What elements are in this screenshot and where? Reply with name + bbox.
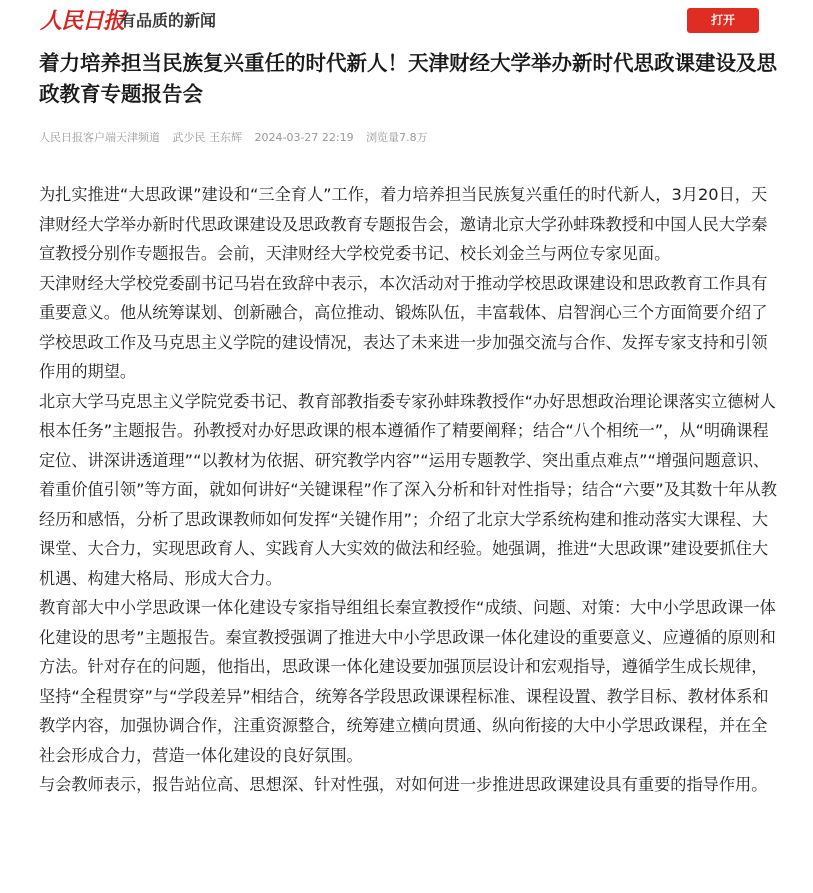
- article-meta: [39, 130, 437, 146]
- open-app-button[interactable]: 打开: [687, 8, 759, 33]
- article-title: 着力培养担当民族复兴重任的时代新人！天津财经大学举办新时代思政课建设及思政教育专题报告会: [39, 51, 777, 106]
- article-paragraph: 教育部大中小学思政课一体化建设专家指导组组长秦宣教授作“成绩、问题、对策：大中小学思政课一体化建设的思考”主题报告。秦宣教授强调了推进大中小学思政课一体化建设的重要意义、应遵循的原则和方法。针对存在的问题，他指出，思政课一体化建设要加强顶层设计和宏观指导，遵循学生成长规律，坚持“全程贯穿”与“学段差异”相结合，统筹各学段思政课课程标准、课程设置、教学目标、教材体系和教学内容，加强协调合作，注重资源整合，统筹建立横向贯通、纵向衔接的大中小学思政课程，并在全社会形成合力，营造一体化建设的良好氛围。: [39, 598, 776, 765]
- article-body: [39, 180, 777, 800]
- article-views: 浏览量7.8万: [366, 131, 428, 144]
- top-bar: [0, 0, 813, 44]
- article-source: 人民日报客户端天津频道: [39, 131, 160, 144]
- article-paragraph: 为扎实推进“大思政课”建设和“三全育人”工作，着力培养担当民族复兴重任的时代新人，3月20日，天津财经大学举办新时代思政课建设及思政教育专题报告会，邀请北京大学孙蚌珠教授和中国人民大学秦宣教授分别作专题报告。会前，天津财经大学校党委书记、校长刘金兰与两位专家见面。: [39, 185, 768, 263]
- people-daily-logo[interactable]: 人民日报: [40, 8, 125, 34]
- article-paragraph: 北京大学马克思主义学院党委书记、教育部教指委专家孙蚌珠教授作“办好思想政治理论课落实立德树人根本任务”主题报告。孙教授对办好思政课的根本遵循作了精要阐释；结合“八个相统一”，从“明确课程定位、讲深讲透道理”“以教材为依据、研究教学内容”“运用专题教学、突出重点难点”“增强问题意识、着重价值引领”等方面，就如何讲好“关键课程”作了深入分析和针对性指导；结合“六要”及其数十年从教经历和感悟，分析了思政课教师如何发挥“关键作用”；介绍了北京大学系统构建和推动落实大课程、大课堂、大合力，实现思政育人、实践育人大实效的做法和经验。她强调，推进“大思政课”建设要抓住大机遇、构建大格局、形成大合力。: [39, 391, 777, 588]
- article-paragraph: 天津财经大学校党委副书记马岩在致辞中表示，本次活动对于推动学校思政课建设和思政教育工作具有重要意义。他从统筹谋划、创新融合，高位推动、锻炼队伍，丰富载体、启智润心三个方面简要介绍了学校思政工作及马克思主义学院的建设情况，表达了未来进一步加强交流与合作、发挥专家支持和引领作用的期望。: [39, 273, 768, 381]
- article-datetime: 2024-03-27 22:19: [254, 131, 354, 144]
- article-paragraph: 与会教师表示，报告站位高、思想深、针对性强，对如何进一步推进思政课建设具有重要的指导作用。: [39, 775, 768, 794]
- article-authors: 武少民 王东辉: [172, 131, 242, 144]
- slogan: 有品质的新闻: [120, 11, 217, 30]
